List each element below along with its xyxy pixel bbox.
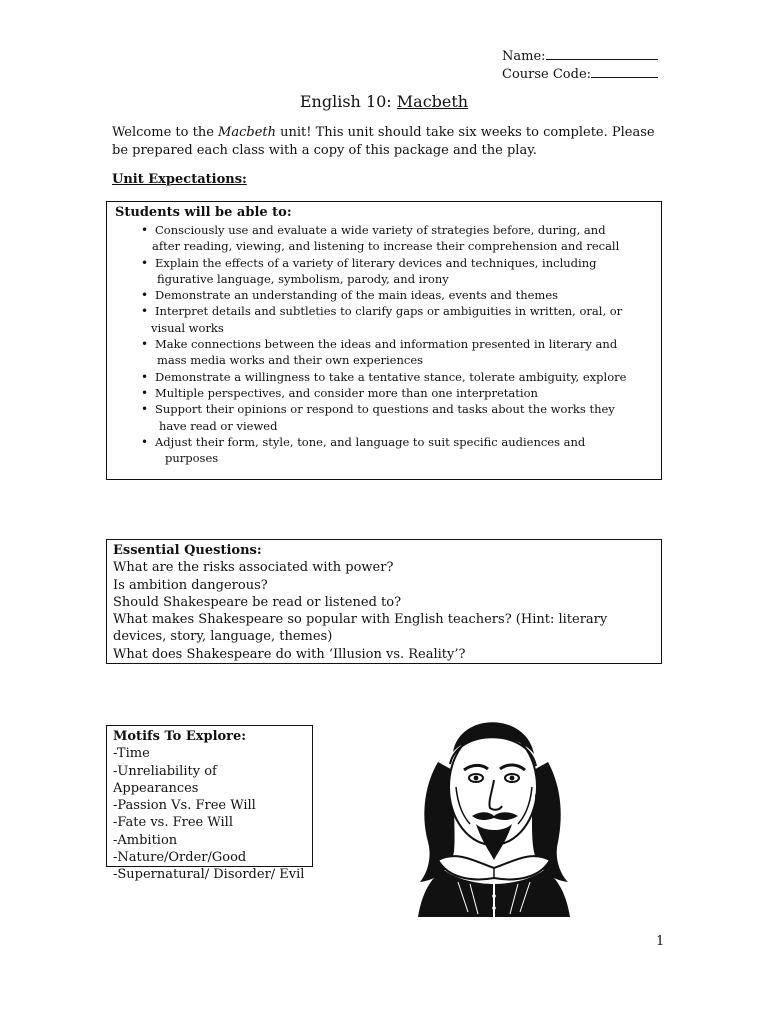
motif-item: -Nature/Order/Good (113, 850, 247, 866)
intro-part-2: unit! This unit should take six weeks to complete. Please be prepared each class with a copy of this package and the play. (112, 125, 655, 158)
page-number: 1 (656, 934, 665, 949)
question-line: Should Shakespeare be read or listened to? (113, 594, 402, 610)
skills-list (113, 222, 655, 466)
name-label: Name: (502, 49, 546, 64)
name-field (502, 46, 658, 64)
list-item: • Demonstrate an understanding of the main ideas, events and themes (113, 287, 655, 303)
name-blank-line (546, 46, 658, 60)
motifs-heading: Motifs To Explore: (113, 729, 247, 744)
question-line: What are the risks associated with power? (113, 560, 394, 576)
motif-item: -Fate vs. Free Will (113, 815, 233, 831)
skills-heading: Students will be able to: (115, 205, 292, 220)
course-code-field (502, 64, 658, 82)
motif-item: -Passion Vs. Free Will (113, 798, 256, 814)
motifs-box (106, 725, 313, 883)
list-item: • Consciously use and evaluate a wide variety of strategies before, during, and after reading, viewing, and listening to increase their comprehension and recall (113, 222, 655, 255)
intro-work-title: Macbeth (218, 125, 276, 140)
list-item: • Adjust their form, style, tone, and language to suit specific audiences and purposes (113, 434, 655, 467)
course-code-blank-line (591, 64, 658, 78)
page-title (0, 92, 768, 111)
intro-paragraph (112, 124, 668, 160)
unit-expectations-heading: Unit Expectations: (112, 172, 247, 187)
list-item: • Make connections between the ideas and information presented in literary and mass media works and their own experiences (113, 336, 655, 369)
list-item: • Multiple perspectives, and consider more than one interpretation (113, 385, 655, 401)
motif-item: -Ambition (113, 832, 178, 848)
skills-box (106, 201, 662, 480)
list-item: • Interpret details and subtleties to clarify gaps or ambiguities in written, oral, or visual works (113, 303, 655, 336)
motif-item: -Time (113, 746, 150, 762)
list-item: • Support their opinions or respond to questions and tasks about the works they have read or viewed (113, 401, 655, 434)
question-line: Is ambition dangerous? (113, 577, 268, 593)
essential-questions-heading: Essential Questions: (113, 543, 262, 558)
title-work: Macbeth (396, 92, 469, 111)
list-item: • Demonstrate a willingness to take a tentative stance, tolerate ambiguity, explore (113, 369, 655, 385)
motif-item: -Unreliability of Appearances (113, 763, 217, 796)
list-item: • Explain the effects of a variety of literary devices and techniques, including figurative language, symbolism, parody, and irony (113, 255, 655, 288)
question-line: What does Shakespeare do with ‘Illusion vs. Reality’? (113, 646, 466, 662)
course-code-label: Course Code: (502, 67, 592, 82)
question-line: What makes Shakespeare so popular with English teachers? (Hint: literary devices, story, language, themes) (113, 612, 608, 645)
shakespeare-portrait-icon (398, 692, 588, 917)
essential-questions-box (106, 539, 662, 664)
intro-part-1: Welcome to the (112, 125, 219, 140)
motif-item: -Supernatural/ Disorder/ Evil (113, 867, 305, 883)
title-prefix: English 10: (299, 92, 397, 111)
